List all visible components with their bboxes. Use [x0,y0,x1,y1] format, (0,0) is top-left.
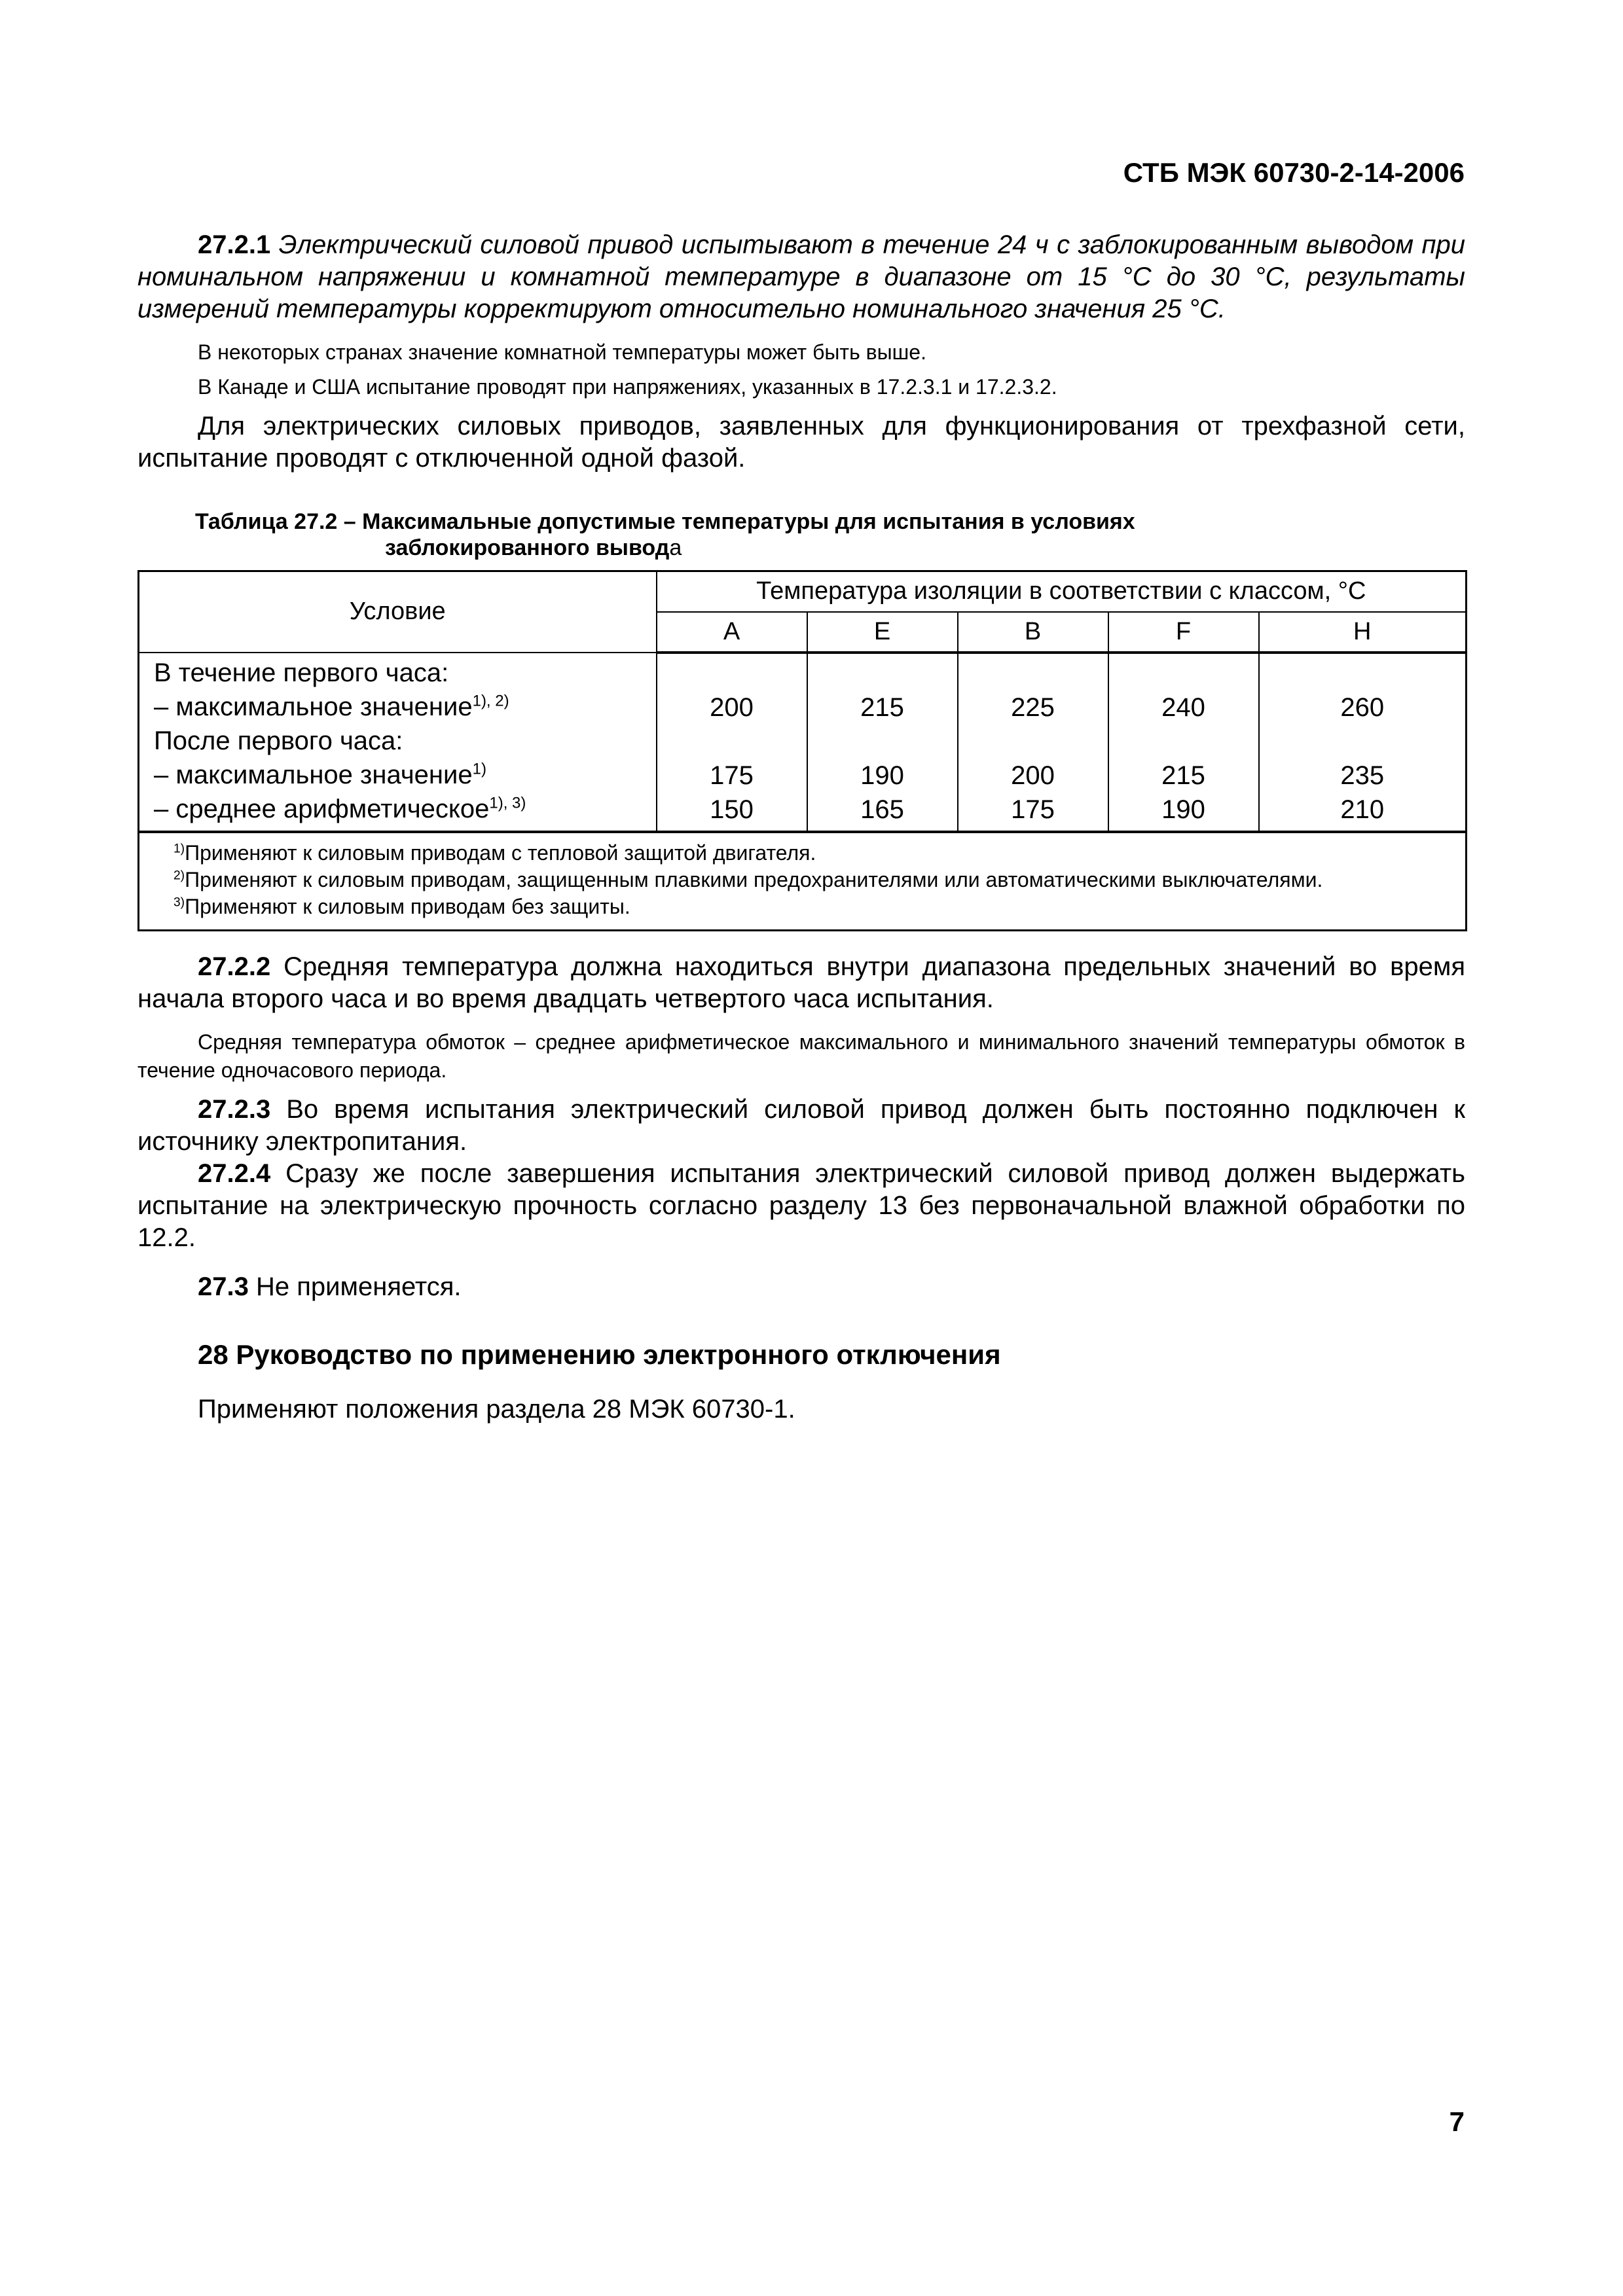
clause-number: 27.2.4 [198,1158,271,1188]
page-content [137,229,1465,1426]
condition-line [139,792,656,826]
condition-line [139,690,656,724]
table-caption-line2 [195,535,1465,561]
temperature-value [1260,725,1466,759]
temperature-value: 215 [1161,761,1205,790]
table-footnotes-cell [139,832,1467,931]
table-footnote [150,893,1455,920]
temperature-value [1109,656,1258,691]
clause-text: Во время испытания электрический силовой привод должен быть постоянно подключен к источнику электропитания. [137,1094,1465,1156]
condition-cell [139,653,657,832]
column-header-class: В [958,612,1108,653]
condition-line [139,656,656,690]
clause-number: 27.3 [198,1272,249,1301]
temperature-value [657,725,807,759]
footnote-mark: 3) [173,895,185,909]
temperature-value: 210 [1340,795,1385,824]
clause-text: Электрический силовой привод испытывают в течение 24 ч с заблокированным выводом при номинальном напряжении и комнатной температуре в диапазоне от 15 °С до 30 °С, результаты измерений температуры корректируют относительно номинального значения 25 °С. [137,230,1465,323]
column-header-condition: Условие [139,571,657,653]
note-average-winding-temperature: Средняя температура обмоток – среднее арифметическое максимального и минимального значений температуры обмоток в течение одночасового периода. [137,1030,1465,1082]
clause-27-2-1 [137,229,1465,325]
table-footnotes [139,833,1465,929]
temperature-value: 235 [1340,761,1385,790]
temperature-value: 200 [1011,761,1055,790]
clause-27-2-2 [137,951,1465,1015]
condition-text: – максимальное значение [154,692,473,721]
temperature-value [808,725,957,759]
values-class-h [1259,653,1467,832]
paragraph-three-phase: Для электрических силовых приводов, заявленных для функционирования от трехфазной сети, испытание проводят с отключенной одной фазой. [137,412,1465,473]
footnote-reference: 1), 2) [472,692,509,710]
footnote-reference: 1), 3) [489,794,526,812]
values-class-a [657,653,807,832]
temperature-value [958,725,1108,759]
column-header-class: А [657,612,807,653]
clause-27-2-3 [137,1094,1465,1158]
temperature-value: 175 [710,761,754,790]
section-28-heading: 28 Руководство по применению электронного отключения [198,1338,1001,1370]
section-28-text: Применяют положения раздела 28 МЭК 60730-1. [198,1394,795,1424]
table-caption [195,509,1465,561]
condition-text: – максимальное значение [154,760,473,789]
temperature-value: 260 [1340,692,1385,722]
document-number: СТБ МЭК 60730-2-14-2006 [1123,157,1465,188]
temperature-value [1260,656,1466,691]
condition-line [139,724,656,758]
table-caption-line2-bold: заблокированного вывод [385,535,670,560]
clause-text: Не применяется. [255,1272,462,1301]
column-header-class: F [1108,612,1259,653]
clause-number: 27.2.2 [198,952,271,981]
clause-text: Средняя температура должна находиться внутри диапазона предельных значений во время начала второго часа и во время двадцать четвертого часа испытания. [137,952,1465,1013]
temperature-value [958,656,1108,691]
table-caption-line1: Таблица 27.2 – Максимальные допустимые температуры для испытания в условиях [195,509,1135,534]
clause-27-3 [137,1271,1465,1303]
temperature-table [137,570,1467,931]
temperature-value [657,656,807,691]
values-class-b [958,653,1108,832]
clause-27-2-4 [137,1158,1465,1254]
temperature-value [1109,725,1258,759]
values-class-e [807,653,958,832]
footnote-mark: 2) [173,868,185,882]
temperature-value [808,656,957,691]
column-header-class: Н [1259,612,1467,653]
table-caption-line2-tail: а [669,535,682,560]
footnote-mark: 1) [173,841,185,855]
footnote-text: Применяют к силовым приводам с тепловой защитой двигателя. [185,840,816,865]
condition-text: В течение первого часа: [154,658,449,687]
column-header-insulation-temperature: Температура изоляции в соответствии с классом, °С [657,571,1467,612]
temperature-value: 190 [860,761,904,790]
note-room-temperature: В некоторых странах значение комнатной температуры может быть выше. [198,340,926,364]
condition-text: – среднее арифметическое [154,794,490,823]
temperature-value: 215 [860,692,904,722]
temperature-value: 240 [1161,692,1205,722]
table-footnote [150,867,1455,893]
clause-number: 27.2.3 [198,1094,271,1124]
values-class-f [1108,653,1259,832]
condition-line [139,758,656,792]
clause-text: Сразу же после завершения испытания электрический силовой привод должен выдержать испытание на электрическую прочность согласно разделу 13 без первоначальной влажной обработки по 12.2. [137,1158,1465,1252]
clause-number: 27.2.1 [198,230,271,259]
footnote-reference: 1) [472,760,486,778]
temperature-value: 225 [1011,692,1055,722]
temperature-value: 150 [710,795,754,824]
temperature-value: 165 [860,795,904,824]
note-canada-usa: В Канаде и США испытание проводят при напряжениях, указанных в 17.2.3.1 и 17.2.3.2. [198,375,1057,399]
temperature-value: 200 [710,692,754,722]
table-footnote [150,840,1455,867]
footnote-text: Применяют к силовым приводам, защищенным плавкими предохранителями или автоматическими выключателями. [185,867,1323,891]
temperature-value: 175 [1011,795,1055,824]
temperature-value: 190 [1161,795,1205,824]
column-header-class: Е [807,612,958,653]
condition-text: После первого часа: [154,726,403,755]
footnote-text: Применяют к силовым приводам без защиты. [185,894,630,918]
page-number: 7 [1449,2106,1465,2137]
